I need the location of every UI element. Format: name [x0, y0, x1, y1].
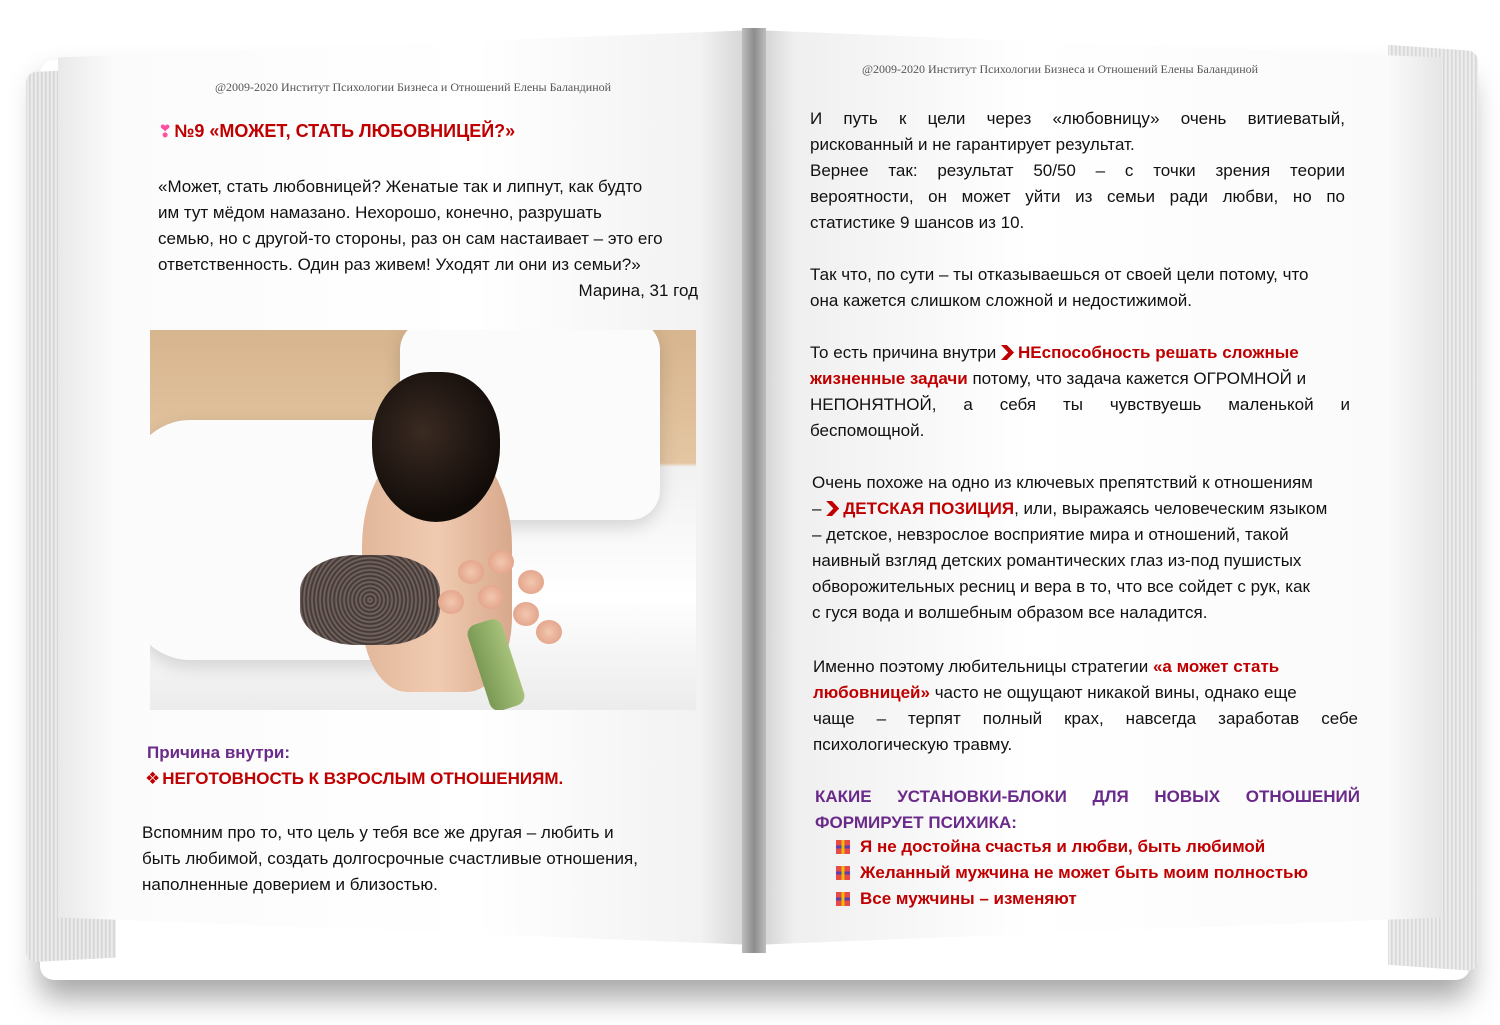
text-line: [813, 680, 1358, 706]
list-item: [836, 886, 1308, 912]
closing-line: наполненные доверием и близостью.: [142, 875, 438, 894]
page-header-left: @2009-2020 Институт Психологии Бизнеса и Отношений Елены Баландиной: [215, 80, 612, 94]
paragraph-1: [810, 106, 1345, 158]
blocks-heading: [815, 784, 1360, 836]
arrow-icon: [1001, 345, 1014, 360]
text-span: Именно поэтому любительницы стратегии: [813, 657, 1153, 676]
text-line: беспомощной.: [810, 421, 925, 440]
quote-line: им тут мёдом намазано. Нехорошо, конечно, разрушать: [158, 203, 602, 222]
chapter-title-text: №9 «МОЖЕТ, СТАТЬ ЛЮБОВНИЦЕЙ?»: [174, 121, 516, 141]
text-line: И путь к цели через «любовницу» очень витиеватый,: [810, 109, 1345, 128]
list-item: [836, 860, 1308, 886]
rose-shape: [438, 590, 464, 614]
rose-shape: [513, 602, 539, 626]
text-line: [812, 496, 1357, 522]
closing-paragraph: [142, 820, 702, 898]
quote-line: ответственность. Один раз живем! Уходят ли они из семьи?»: [158, 255, 641, 274]
quote-block: [158, 174, 698, 304]
paragraph-2: [810, 158, 1345, 236]
text-span: часто не ощущают никакой вины, однако еще: [929, 683, 1297, 702]
text-line: статистике 9 шансов из 10.: [810, 213, 1025, 232]
arrow-icon: [826, 501, 839, 516]
text-span: , или, выражаясь человеческим языком: [1014, 499, 1328, 518]
rose-shape: [536, 620, 562, 644]
list-item-text: Я не достойна счастья и любви, быть любимой: [860, 837, 1266, 856]
cause-value: [145, 766, 563, 792]
text-line: [813, 654, 1358, 680]
rose-shape: [518, 570, 544, 594]
text-span: потому, что задача кажется ОГРОМНОЙ и: [967, 369, 1307, 388]
rose-shape: [458, 560, 484, 584]
stems-shape: [465, 617, 527, 710]
list-item-text: Желанный мужчина не может быть моим полностью: [860, 863, 1308, 882]
quote-line: семью, но с другой-то стороны, раз он сам настаивает – это его: [158, 229, 663, 248]
book-spine: [742, 28, 766, 953]
paragraph-4: [810, 340, 1350, 444]
list-item: [836, 834, 1308, 860]
paragraph-5: [812, 470, 1357, 626]
text-line: наивный взгляд детских романтических глаз из-под пушистых: [812, 551, 1302, 570]
text-line: Очень похоже на одно из ключевых препятствий к отношениям: [812, 473, 1313, 492]
text-line: чаще – терпят полный крах, навсегда заработав себе: [813, 709, 1358, 728]
chapter-title: [158, 121, 515, 142]
blocks-heading-line: ФОРМИРУЕТ ПСИХИКА:: [815, 813, 1017, 832]
list-item-text: Все мужчины – изменяют: [860, 889, 1077, 908]
rose-shape: [478, 585, 504, 609]
closing-line: Вспомним про то, что цель у тебя все же другая – любить и: [142, 823, 614, 842]
roses-bouquet: [418, 540, 568, 710]
blocks-heading-line: КАКИЕ УСТАНОВКИ-БЛОКИ ДЛЯ НОВЫХ ОТНОШЕНИЙ: [815, 787, 1360, 806]
text-span: То есть причина внутри: [810, 343, 1002, 362]
text-line: вероятности, он может уйти из семьи ради любви, но по: [810, 187, 1345, 206]
woman-in-bed-photo: [150, 330, 696, 710]
quote-author: Марина, 31 год: [578, 281, 698, 300]
closing-line: быть любимой, создать долгосрочные счастливые отношения,: [142, 849, 638, 868]
text-line: с гуся вода и волшебным образом все наладится.: [812, 603, 1208, 622]
highlight-text: НЕспособность решать сложные: [1018, 343, 1299, 362]
hearts-icon: ❣: [158, 122, 173, 141]
bullet-icon: [836, 866, 850, 880]
text-line: [810, 340, 1350, 366]
text-line: НЕПОНЯТНОЙ, а себя ты чувствуешь маленькой и: [810, 395, 1350, 414]
text-line: она кажется слишком сложной и недостижимой.: [810, 291, 1193, 310]
highlight-text: «а может стать: [1152, 657, 1280, 676]
highlight-text: жизненные задачи: [810, 369, 968, 388]
text-line: [810, 366, 1350, 392]
paragraph-6: [813, 654, 1358, 758]
text-line: обворожительных ресниц и вера в то, что все сойдет с рук, как: [812, 577, 1310, 596]
bullet-icon: [836, 840, 850, 854]
cause-value-text: НЕГОТОВНОСТЬ К ВЗРОСЛЫМ ОТНОШЕНИЯМ.: [162, 769, 564, 788]
bullet-icon: [836, 892, 850, 906]
highlight-text: любовницей»: [813, 683, 930, 702]
diamond-bullet-icon: ❖: [145, 769, 161, 788]
page-header-right: @2009-2020 Институт Психологии Бизнеса и Отношений Елены Баландиной: [862, 62, 1259, 76]
text-line: Вернее так: результат 50/50 – с точки зрения теории: [810, 161, 1345, 180]
rose-shape: [488, 550, 514, 574]
cause-label: Причина внутри:: [147, 743, 291, 762]
quote-line: «Может, стать любовницей? Женатые так и липнут, как будто: [158, 177, 643, 196]
text-line: психологическую травму.: [813, 735, 1013, 754]
text-line: Так что, по сути – ты отказываешься от своей цели потому, что: [810, 265, 1309, 284]
text-line: – детское, невзрослое восприятие мира и отношений, такой: [812, 525, 1289, 544]
highlight-text: ДЕТСКАЯ ПОЗИЦИЯ: [843, 499, 1015, 518]
hair-shape: [372, 372, 500, 522]
blocks-list: [836, 834, 1308, 912]
text-line: рискованный и не гарантирует результат.: [810, 135, 1135, 154]
paragraph-3: [810, 262, 1350, 314]
text-span: –: [812, 499, 827, 518]
